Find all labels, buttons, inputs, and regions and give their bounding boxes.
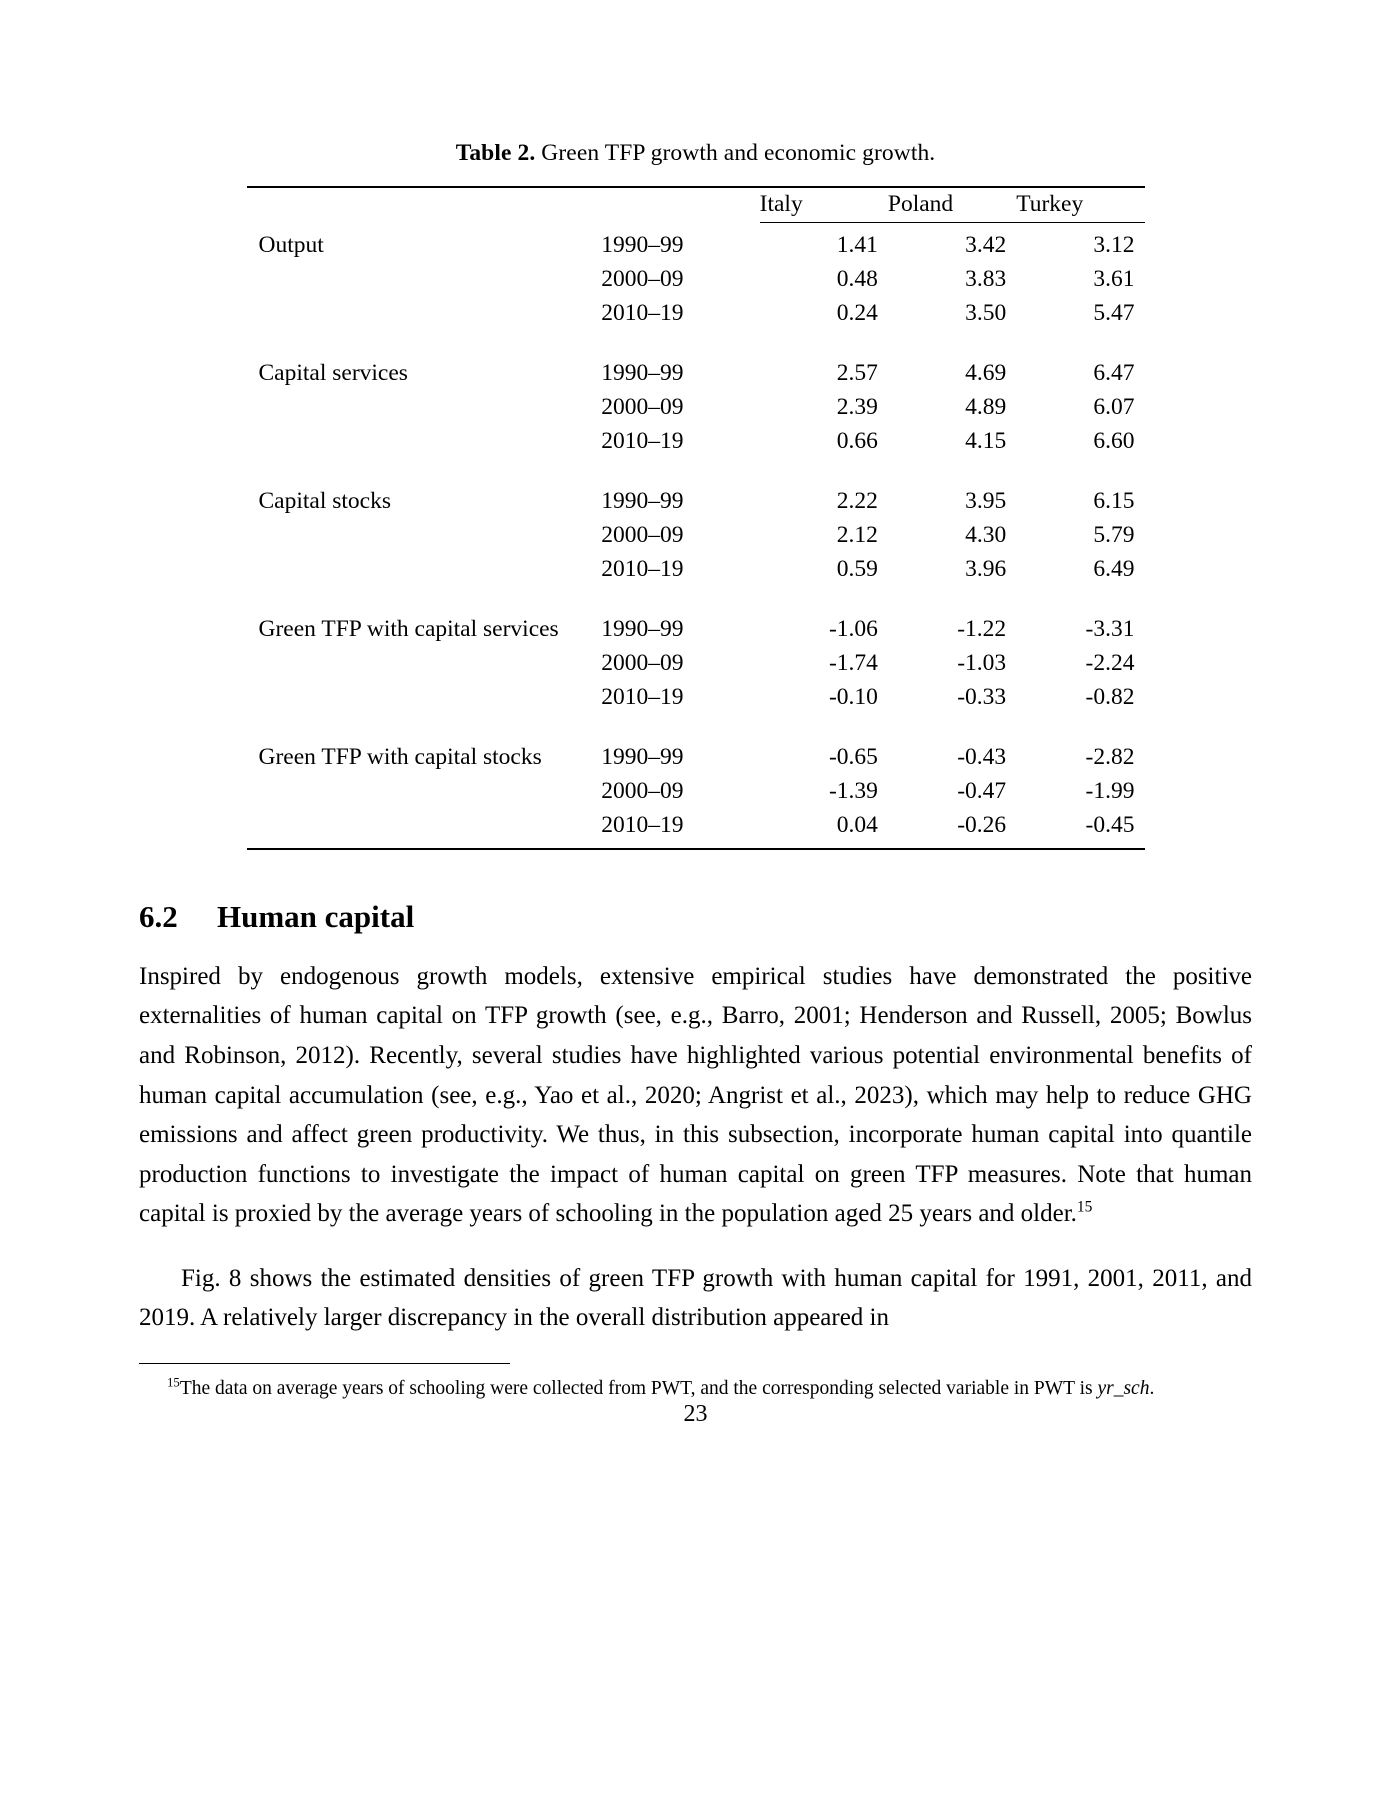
cell-poland: 4.89 (965, 393, 1007, 420)
cell-italy: -0.10 (828, 683, 878, 710)
footnote-rule (139, 1363, 510, 1364)
table-row (247, 262, 1145, 296)
section-title: Human capital (217, 898, 415, 934)
cell-italy: 2.39 (836, 393, 878, 420)
footnote-marker: 15 (167, 1375, 180, 1390)
row-period: 2000–09 (601, 393, 684, 420)
footnote-reference: 15 (1076, 1198, 1093, 1216)
row-group-label: Green TFP with capital services (258, 615, 559, 642)
table-caption (139, 138, 1252, 169)
table-row (247, 740, 1145, 774)
cell-italy: 1.41 (836, 231, 878, 258)
footnote-text-after: . (1149, 1378, 1155, 1400)
cell-turkey: -1.99 (1085, 777, 1135, 804)
cell-italy: -0.65 (828, 743, 878, 770)
section-number: 6.2 (139, 898, 178, 934)
row-period: 2010–19 (601, 683, 684, 710)
footnote-text-before: The data on average years of schooling were collected from PWT, and the corresponding selected variable in PWT is (179, 1378, 1098, 1400)
cell-turkey: 6.15 (1093, 487, 1135, 514)
table-caption-label: Table 2. (455, 140, 536, 166)
row-period: 2000–09 (601, 521, 684, 548)
table-row (247, 774, 1145, 808)
table-row (247, 390, 1145, 424)
cell-poland: 4.15 (965, 427, 1007, 454)
cell-turkey: 5.79 (1093, 521, 1135, 548)
cell-turkey: -0.82 (1085, 683, 1135, 710)
cell-turkey: 6.07 (1093, 393, 1135, 420)
cell-poland: -0.47 (957, 777, 1007, 804)
cell-poland: 3.42 (965, 231, 1007, 258)
cell-poland: 3.95 (965, 487, 1007, 514)
cell-italy: 2.12 (836, 521, 878, 548)
cell-italy: 2.22 (836, 487, 878, 514)
cell-turkey: 5.47 (1093, 299, 1135, 326)
row-period: 1990–99 (601, 487, 684, 514)
cell-poland: 3.96 (965, 555, 1007, 582)
cell-italy: -1.39 (828, 777, 878, 804)
row-period: 2000–09 (601, 649, 684, 676)
table-row (247, 518, 1145, 552)
paragraph-text: Inspired by endogenous growth models, extensive empirical studies have demonstrated the positive externalities of human capital on TFP growth (see, e.g., Barro, 2001; Henderson and Russell, 2005; Bowlus and Robinson, 2012). Recently, several studies have highlighted various potential environmental benefits of human capital accumulation (see, e.g., Yao et al., 2020; Angrist et al., 2023), which may help to reduce GHG emissions and affect green productivity. We thus, in this subsection, incorporate human capital into quantile production functions to investigate the impact of human capital on green TFP measures. Note that human capital is proxied by the average years of schooling in the population aged 25 years and older. (139, 962, 1252, 1228)
table-row (247, 808, 1145, 849)
table-bottomrule (247, 849, 1145, 850)
cell-italy: 0.04 (836, 811, 878, 838)
group-spacer (247, 458, 1145, 484)
cell-italy: 0.24 (836, 299, 878, 326)
row-group-label: Output (258, 231, 324, 258)
footnote-variable-name: yr_sch (1097, 1378, 1150, 1400)
cell-poland: -1.03 (957, 649, 1007, 676)
cell-poland: 4.30 (965, 521, 1007, 548)
cell-poland: 4.69 (965, 359, 1007, 386)
cell-italy: 2.57 (836, 359, 878, 386)
table-row (247, 552, 1145, 586)
column-header-italy: Italy (759, 191, 803, 218)
cell-turkey: 6.49 (1093, 555, 1135, 582)
row-group-label: Green TFP with capital stocks (258, 743, 542, 770)
cell-poland: -0.26 (957, 811, 1007, 838)
cell-poland: -0.33 (957, 683, 1007, 710)
cell-italy: -1.06 (828, 615, 878, 642)
cell-turkey: 6.47 (1093, 359, 1135, 386)
row-period: 2010–19 (601, 427, 684, 454)
cell-poland: 3.83 (965, 265, 1007, 292)
row-group-label: Capital stocks (258, 487, 391, 514)
paragraph-fig8: Fig. 8 shows the estimated densities of green TFP growth with human capital for 1991, 2001, 2011, and 2019. A relatively larger discrepancy in the overall distribution appeared in (139, 1264, 1252, 1332)
cell-turkey: 3.61 (1093, 265, 1135, 292)
row-period: 1990–99 (601, 231, 684, 258)
row-period: 2000–09 (601, 265, 684, 292)
row-period: 2010–19 (601, 299, 684, 326)
row-period: 2000–09 (601, 777, 684, 804)
cell-turkey: -2.24 (1085, 649, 1135, 676)
table-2-block (139, 138, 1252, 850)
column-header-poland: Poland (887, 191, 954, 218)
page-content (139, 0, 1252, 1402)
cell-poland: -0.43 (957, 743, 1007, 770)
cell-italy: 0.66 (836, 427, 878, 454)
cell-italy: -1.74 (828, 649, 878, 676)
cell-turkey: -2.82 (1085, 743, 1135, 770)
row-period: 1990–99 (601, 615, 684, 642)
row-period: 1990–99 (601, 359, 684, 386)
table-row (247, 484, 1145, 518)
table-row (247, 356, 1145, 390)
row-group-label: Capital services (258, 359, 408, 386)
cell-poland: -1.22 (957, 615, 1007, 642)
paragraph-human-capital-intro (139, 957, 1252, 1234)
table-row (247, 424, 1145, 458)
table-header-row (247, 188, 1145, 223)
table-row (247, 646, 1145, 680)
row-period: 2010–19 (601, 811, 684, 838)
row-period: 1990–99 (601, 743, 684, 770)
group-spacer (247, 714, 1145, 740)
section-heading (139, 898, 1252, 935)
cell-turkey: 6.60 (1093, 427, 1135, 454)
cell-turkey: 3.12 (1093, 231, 1135, 258)
footnote-area (139, 1363, 1252, 1402)
column-header-turkey: Turkey (1016, 191, 1084, 218)
row-period: 2010–19 (601, 555, 684, 582)
cell-turkey: -0.45 (1085, 811, 1135, 838)
page-number: 23 (683, 1401, 708, 1427)
cell-italy: 0.59 (836, 555, 878, 582)
table-2 (247, 186, 1145, 850)
cell-italy: 0.48 (836, 265, 878, 292)
group-spacer (247, 586, 1145, 612)
cell-turkey: -3.31 (1085, 615, 1135, 642)
table-row (247, 223, 1145, 263)
table-row (247, 296, 1145, 330)
table-row (247, 680, 1145, 714)
group-spacer (247, 330, 1145, 356)
cell-poland: 3.50 (965, 299, 1007, 326)
table-caption-text: Green TFP growth and economic growth. (541, 140, 936, 166)
table-row (247, 612, 1145, 646)
footnote-15 (139, 1375, 1252, 1402)
